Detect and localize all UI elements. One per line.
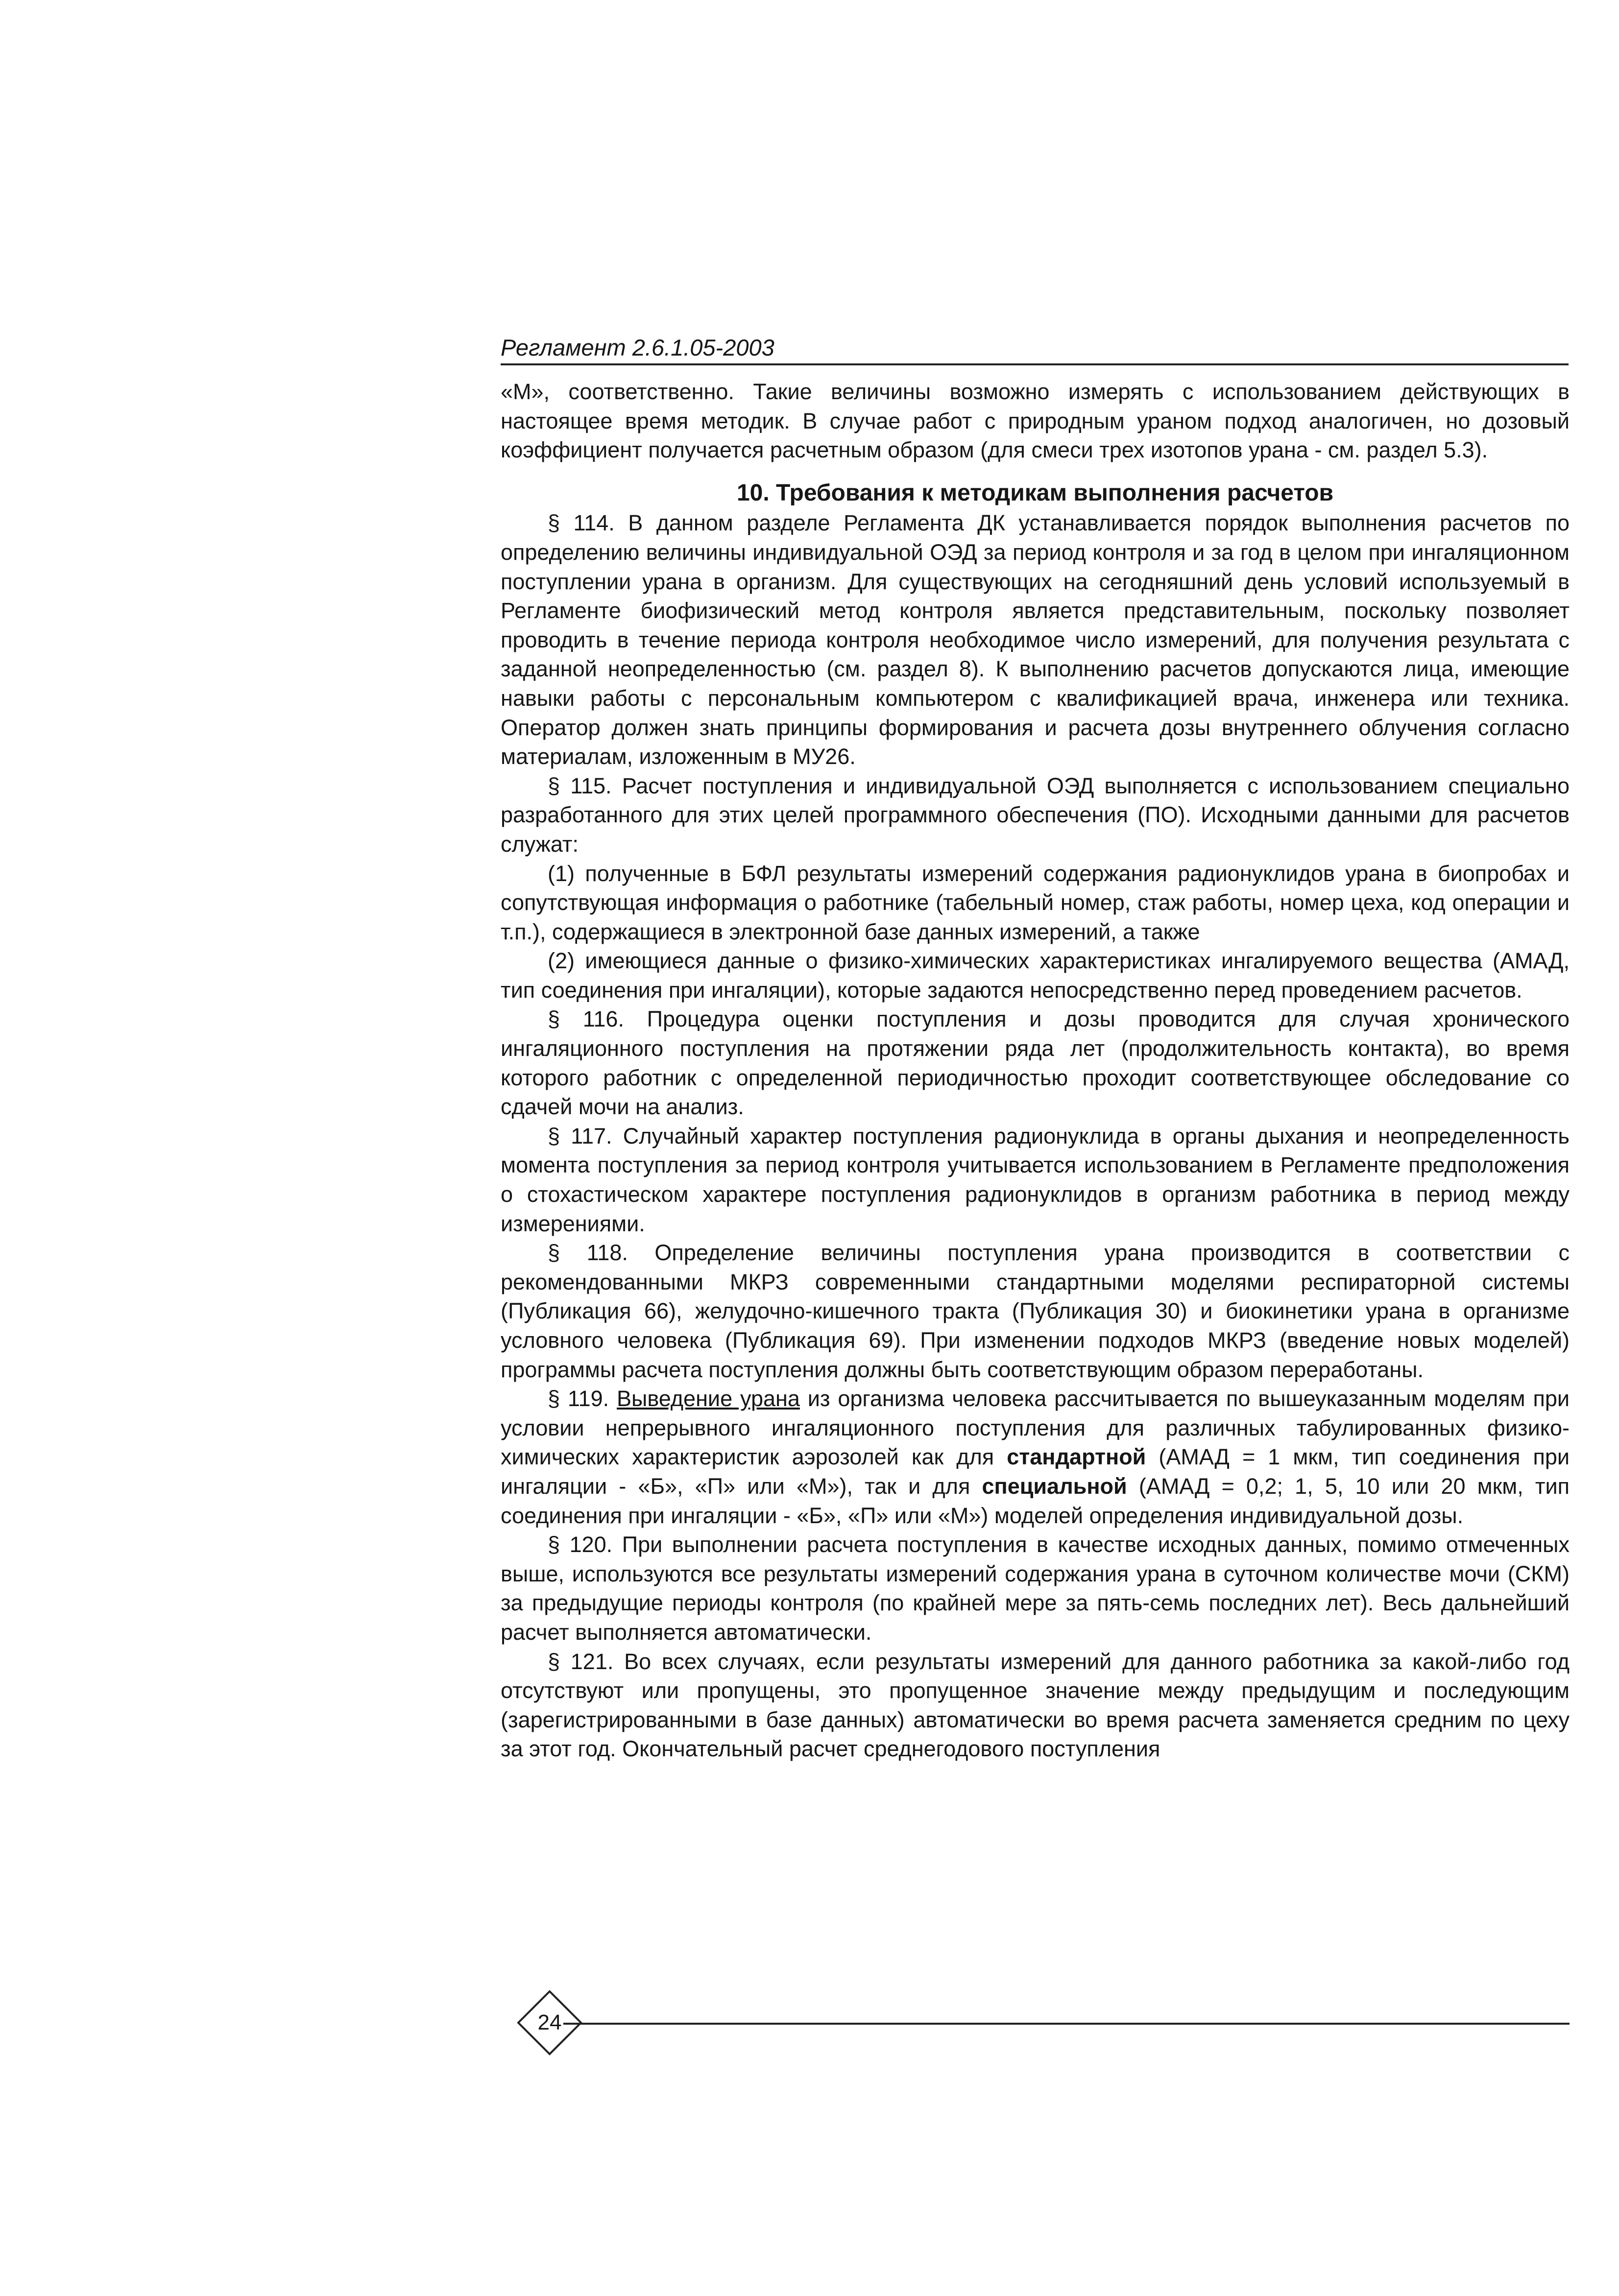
paragraph-116: § 116. Процедура оценки поступления и дозы проводится для случая хронического ингаляционного поступления на протяжении ряда лет (продолжительность контакта), во время которого работник с определенной периодичностью проходит соответствующее обследование со сдачей мочи на анализ.	[501, 1006, 1570, 1120]
p119-text-1: из организма человека рассчитывается по вышеуказанным моделям при условии непрерывного ингаляционного поступления для различных табулированных физико-химических характеристик аэрозолей как для	[501, 1386, 1570, 1470]
paragraph-115: § 115. Расчет поступления и индивидуальной ОЭД выполняется с использованием специально разработанного для этих целей программного обеспечения (ПО). Исходными данными для расчетов служат:	[501, 773, 1570, 857]
p119-underlined-term: Выведение урана	[617, 1386, 800, 1411]
paragraph-114: § 114. В данном разделе Регламента ДК устанавливается порядок выполнения расчетов по определению величины индивидуальной ОЭД за период контроля и за год в целом при ингаляционном поступлении урана в организм. Для существующих на сегодняшний день условий используемый в Регламенте биофизический метод контроля является представительным, поскольку позволяет проводить в течение периода контроля необходимое число измерений, для получения результата с заданной неопределенностью (см. раздел 8). К выполнению расчетов допускаются лица, имеющие навыки работы с персональным компьютером с квалификацией врача, инженера или техника. Оператор должен знать принципы формирования и расчета дозы внутреннего облучения согласно материалам, изложенным в МУ26.	[501, 510, 1570, 769]
p119-lead: § 119.	[548, 1386, 617, 1411]
footer-rule	[563, 2023, 1570, 2025]
paragraph-117: § 117. Случайный характер поступления радионуклида в органы дыхания и неопределенность момента поступления за период контроля учитывается использованием в Регламенте предположения о стохастическом характере поступления радионуклидов в организм работника в период между измерениями.	[501, 1123, 1570, 1236]
section-title: 10. Требования к методикам выполнения расчетов	[736, 479, 1334, 506]
paragraph-118: § 118. Определение величины поступления урана производится в соответствии с рекомендованными МКРЗ современными стандартными моделями респираторной системы (Публикация 66), желудочно-кишечного тракта (Публикация 30) и биокинетики урана в организме условного человека (Публикация 69). При изменении подходов МКРЗ (введение новых моделей) программы расчета поступления должны быть соответствующим образом переработаны.	[501, 1240, 1570, 1382]
running-header: Регламент 2.6.1.05-2003	[501, 333, 1569, 365]
intro-paragraph: «М», соответственно. Такие величины возможно измерять с использованием действующих в настоящее время методик. В случае работ с природным ураном подход аналогичен, но дозовый коэффициент получается расчетным образом (для смеси трех изотопов урана - см. раздел 5.3).	[501, 379, 1570, 463]
paragraph-120: § 120. При выполнении расчета поступления в качестве исходных данных, помимо отмеченных выше, используются все результаты измерений содержания урана в суточном количестве мочи (СКМ) за предыдущие периоды контроля (по крайней мере за пять-семь последних лет). Весь дальнейший расчет выполняется автоматически.	[501, 1532, 1570, 1645]
page-number: 24	[537, 2010, 562, 2034]
p119-text-3: (АМАД = 0,2; 1, 5, 10 или 20 мкм, тип соединения при ингаляции - «Б», «П» или «М») моделей определения индивидуальной дозы.	[501, 1473, 1570, 1528]
body-text	[501, 377, 1570, 1764]
p119-bold-special: специальной	[982, 1473, 1127, 1499]
p119-bold-standard: стандартной	[1007, 1444, 1146, 1470]
paragraph-115-item-1: (1) полученные в БФЛ результаты измерений содержания радионуклидов урана в биопробах и сопутствующая информация о работнике (табельный номер, стаж работы, номер цеха, код операции и т.п.), содержащиеся в электронной базе данных измерений, а также	[501, 861, 1570, 944]
paragraph-121: § 121. Во всех случаях, если результаты измерений для данного работника за какой-либо год отсутствуют или пропущены, это пропущенное значение между предыдущим и последующим (зарегистрированными в базе данных) автоматически во время расчета заменяется средним по цеху за этот год. Окончательный расчет среднегодового поступления	[501, 1649, 1570, 1762]
paragraph-119	[501, 1384, 1570, 1530]
paragraph-115-item-2: (2) имеющиеся данные о физико-химических характеристиках ингалируемого вещества (АМАД, тип соединения при ингаляции), которые задаются непосредственно перед проведением расчетов.	[501, 948, 1570, 1003]
p119-text-2: (АМАД = 1 мкм, тип соединения при ингаляции - «Б», «П» или «М»), так и для	[501, 1444, 1570, 1499]
